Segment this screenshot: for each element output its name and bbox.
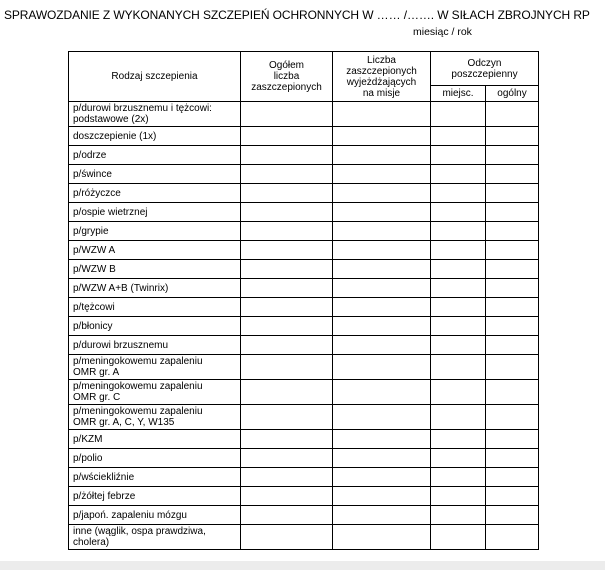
- general-reaction-cell[interactable]: [486, 184, 539, 203]
- local-reaction-cell[interactable]: [431, 336, 486, 355]
- general-reaction-cell[interactable]: [486, 468, 539, 487]
- local-reaction-cell[interactable]: [431, 380, 486, 405]
- general-reaction-cell[interactable]: [486, 241, 539, 260]
- total-vaccinated-cell[interactable]: [241, 380, 333, 405]
- total-vaccinated-cell[interactable]: [241, 260, 333, 279]
- vaccination-type-label: p/meningokowemu zapaleniu OMR gr. A, C, Y, W135: [69, 405, 241, 430]
- total-vaccinated-cell[interactable]: [241, 279, 333, 298]
- general-reaction-cell[interactable]: [486, 127, 539, 146]
- mission-vaccinated-cell[interactable]: [333, 336, 431, 355]
- total-vaccinated-cell[interactable]: [241, 222, 333, 241]
- table-row: [69, 279, 539, 298]
- mission-vaccinated-cell[interactable]: [333, 260, 431, 279]
- mission-vaccinated-cell[interactable]: [333, 222, 431, 241]
- table-row: [69, 468, 539, 487]
- table-row: [69, 260, 539, 279]
- vaccination-report-table: [68, 51, 539, 550]
- mission-vaccinated-cell[interactable]: [333, 380, 431, 405]
- total-vaccinated-cell[interactable]: [241, 298, 333, 317]
- total-vaccinated-cell[interactable]: [241, 525, 333, 550]
- general-reaction-cell[interactable]: [486, 102, 539, 127]
- vaccination-type-label: p/WZW A: [69, 241, 241, 260]
- mission-vaccinated-cell[interactable]: [333, 127, 431, 146]
- total-vaccinated-cell[interactable]: [241, 241, 333, 260]
- local-reaction-cell[interactable]: [431, 430, 486, 449]
- vaccination-type-label: p/durowi brzusznemu i tężcowi: podstawowe (2x): [69, 102, 241, 127]
- total-vaccinated-cell[interactable]: [241, 317, 333, 336]
- local-reaction-cell[interactable]: [431, 506, 486, 525]
- local-reaction-cell[interactable]: [431, 487, 486, 506]
- mission-vaccinated-cell[interactable]: [333, 184, 431, 203]
- general-reaction-cell[interactable]: [486, 355, 539, 380]
- local-reaction-cell[interactable]: [431, 355, 486, 380]
- vaccination-type-label: p/polio: [69, 449, 241, 468]
- header-local-reaction: miejsc.: [431, 86, 486, 102]
- table-row: [69, 241, 539, 260]
- table-row: [69, 430, 539, 449]
- local-reaction-cell[interactable]: [431, 203, 486, 222]
- local-reaction-cell[interactable]: [431, 184, 486, 203]
- table-body: [69, 102, 539, 550]
- table-row: [69, 449, 539, 468]
- local-reaction-cell[interactable]: [431, 241, 486, 260]
- vaccination-type-label: p/odrze: [69, 146, 241, 165]
- local-reaction-cell[interactable]: [431, 127, 486, 146]
- mission-vaccinated-cell[interactable]: [333, 203, 431, 222]
- general-reaction-cell[interactable]: [486, 165, 539, 184]
- local-reaction-cell[interactable]: [431, 222, 486, 241]
- vaccination-type-label: p/meningokowemu zapaleniu OMR gr. A: [69, 355, 241, 380]
- mission-vaccinated-cell[interactable]: [333, 241, 431, 260]
- total-vaccinated-cell[interactable]: [241, 506, 333, 525]
- local-reaction-cell[interactable]: [431, 525, 486, 550]
- table-row: [69, 380, 539, 405]
- total-vaccinated-cell[interactable]: [241, 127, 333, 146]
- total-vaccinated-cell[interactable]: [241, 430, 333, 449]
- mission-vaccinated-cell[interactable]: [333, 525, 431, 550]
- mission-vaccinated-cell[interactable]: [333, 102, 431, 127]
- local-reaction-cell[interactable]: [431, 298, 486, 317]
- general-reaction-cell[interactable]: [486, 279, 539, 298]
- vaccination-type-label: p/meningokowemu zapaleniu OMR gr. C: [69, 380, 241, 405]
- vaccination-type-label: doszczepienie (1x): [69, 127, 241, 146]
- vaccination-type-label: p/ospie wietrznej: [69, 203, 241, 222]
- table-row: [69, 203, 539, 222]
- general-reaction-cell[interactable]: [486, 430, 539, 449]
- mission-vaccinated-cell[interactable]: [333, 317, 431, 336]
- mission-vaccinated-cell[interactable]: [333, 298, 431, 317]
- vaccination-type-label: p/błonicy: [69, 317, 241, 336]
- local-reaction-cell[interactable]: [431, 449, 486, 468]
- local-reaction-cell[interactable]: [431, 146, 486, 165]
- local-reaction-cell[interactable]: [431, 279, 486, 298]
- mission-vaccinated-cell[interactable]: [333, 279, 431, 298]
- report-title: SPRAWOZDANIE Z WYKONANYCH SZCZEPIEŃ OCHRONNYCH W …… /……. W SIŁACH ZBROJNYCH RP: [4, 8, 590, 22]
- mission-vaccinated-cell[interactable]: [333, 468, 431, 487]
- total-vaccinated-cell[interactable]: [241, 184, 333, 203]
- table-row: [69, 487, 539, 506]
- vaccination-type-label: p/KZM: [69, 430, 241, 449]
- table-row: [69, 102, 539, 127]
- total-vaccinated-cell[interactable]: [241, 468, 333, 487]
- vaccination-type-label: p/żółtej febrze: [69, 487, 241, 506]
- local-reaction-cell[interactable]: [431, 405, 486, 430]
- general-reaction-cell[interactable]: [486, 298, 539, 317]
- local-reaction-cell[interactable]: [431, 165, 486, 184]
- header-mission-vaccinated: Liczba zaszczepionych wyjeżdżających na misje: [333, 52, 431, 102]
- table-row: [69, 336, 539, 355]
- table-row: [69, 222, 539, 241]
- table-row: [69, 355, 539, 380]
- table-row: [69, 405, 539, 430]
- vaccination-type-label: p/WZW A+B (Twinrix): [69, 279, 241, 298]
- table-row: [69, 525, 539, 550]
- general-reaction-cell[interactable]: [486, 525, 539, 550]
- total-vaccinated-cell[interactable]: [241, 449, 333, 468]
- total-vaccinated-cell[interactable]: [241, 487, 333, 506]
- vaccination-type-label: p/tężcowi: [69, 298, 241, 317]
- general-reaction-cell[interactable]: [486, 146, 539, 165]
- total-vaccinated-cell[interactable]: [241, 102, 333, 127]
- general-reaction-cell[interactable]: [486, 260, 539, 279]
- mission-vaccinated-cell[interactable]: [333, 355, 431, 380]
- date-caption: miesiąc / rok: [413, 26, 472, 38]
- bottom-strip: [0, 561, 605, 570]
- vaccination-type-label: p/wściekliźnie: [69, 468, 241, 487]
- general-reaction-cell[interactable]: [486, 487, 539, 506]
- general-reaction-cell[interactable]: [486, 380, 539, 405]
- local-reaction-cell[interactable]: [431, 468, 486, 487]
- total-vaccinated-cell[interactable]: [241, 146, 333, 165]
- general-reaction-cell[interactable]: [486, 317, 539, 336]
- table-header: [69, 52, 539, 102]
- local-reaction-cell[interactable]: [431, 260, 486, 279]
- mission-vaccinated-cell[interactable]: [333, 405, 431, 430]
- total-vaccinated-cell[interactable]: [241, 355, 333, 380]
- total-vaccinated-cell[interactable]: [241, 165, 333, 184]
- table-row: [69, 184, 539, 203]
- general-reaction-cell[interactable]: [486, 203, 539, 222]
- header-total-vaccinated: Ogółem liczba zaszczepionych: [241, 52, 333, 102]
- mission-vaccinated-cell[interactable]: [333, 449, 431, 468]
- table-row: [69, 146, 539, 165]
- general-reaction-cell[interactable]: [486, 336, 539, 355]
- vaccination-type-label: p/grypie: [69, 222, 241, 241]
- mission-vaccinated-cell[interactable]: [333, 506, 431, 525]
- header-general-reaction: ogólny: [486, 86, 539, 102]
- vaccination-type-label: p/durowi brzusznemu: [69, 336, 241, 355]
- mission-vaccinated-cell[interactable]: [333, 146, 431, 165]
- vaccination-type-label: p/japoń. zapaleniu mózgu: [69, 506, 241, 525]
- vaccination-type-label: p/WZW B: [69, 260, 241, 279]
- total-vaccinated-cell[interactable]: [241, 336, 333, 355]
- total-vaccinated-cell[interactable]: [241, 203, 333, 222]
- mission-vaccinated-cell[interactable]: [333, 165, 431, 184]
- mission-vaccinated-cell[interactable]: [333, 487, 431, 506]
- general-reaction-cell[interactable]: [486, 449, 539, 468]
- header-adverse-reaction: Odczyn poszczepienny: [431, 52, 539, 86]
- mission-vaccinated-cell[interactable]: [333, 430, 431, 449]
- table-row: [69, 298, 539, 317]
- total-vaccinated-cell[interactable]: [241, 405, 333, 430]
- vaccination-type-label: p/różyczce: [69, 184, 241, 203]
- table-row: [69, 165, 539, 184]
- local-reaction-cell[interactable]: [431, 317, 486, 336]
- header-vaccination-type: Rodzaj szczepienia: [69, 52, 241, 102]
- table-row: [69, 506, 539, 525]
- table-row: [69, 127, 539, 146]
- table-row: [69, 317, 539, 336]
- local-reaction-cell[interactable]: [431, 102, 486, 127]
- general-reaction-cell[interactable]: [486, 405, 539, 430]
- general-reaction-cell[interactable]: [486, 506, 539, 525]
- vaccination-type-label: p/śwince: [69, 165, 241, 184]
- general-reaction-cell[interactable]: [486, 222, 539, 241]
- vaccination-type-label: inne (wąglik, ospa prawdziwa, cholera): [69, 525, 241, 550]
